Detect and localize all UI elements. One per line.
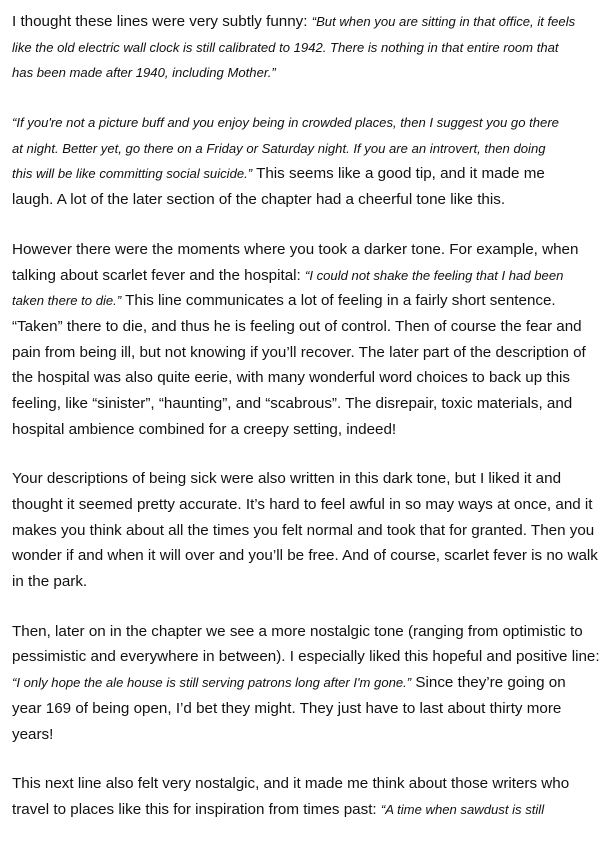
text-run: “Taken” there to die, and thus he is feeling out of control. Then of course the fear and: [12, 317, 582, 335]
text-line: [12, 263, 600, 289]
text-line: [12, 466, 600, 492]
text-line: [12, 619, 600, 645]
quote-run: “But when you are sitting in that office, it feels: [311, 14, 576, 29]
quote-run: this will be like committing social suicide.”: [12, 166, 253, 182]
paragraph-being-sick: [12, 466, 600, 594]
text-run: wonder if and when it will over and you’ll be free. And of course, scarlet fever is no walk: [12, 547, 598, 565]
text-line: [12, 569, 600, 595]
quote-run: taken there to die.”: [12, 293, 122, 309]
text-line: [12, 696, 600, 722]
paragraph-next-line: [12, 771, 600, 822]
text-run: the hospital was also quite eerie, with many wonderful word choices to back up this: [12, 369, 571, 387]
text-run: However there were the moments where you took a darker tone. For example, when: [12, 240, 579, 258]
text-run: This line communicates a lot of feeling in a fairly short sentence.: [121, 292, 556, 310]
text-run: thought it seemed pretty accurate. It’s hard to feel awful in so may ways at once, and it: [12, 496, 593, 513]
text-run: year 169 of being open, I’d bet they might. They just have to last about thirty more: [12, 699, 562, 717]
paragraph-nostalgic-tone: [12, 619, 600, 747]
article-body: [12, 0, 600, 847]
text-run: feeling, like “sinister”, “haunting”, and “scabrous”. The disrepair, toxic materials, and: [12, 394, 573, 412]
paragraph-darker-tone: [12, 237, 600, 443]
text-line: [12, 237, 600, 263]
text-run: Your descriptions of being sick were also written in this dark tone, but I liked it and: [12, 470, 562, 488]
text-line: [12, 644, 600, 670]
text-run: This seems like a good tip, and it made me: [252, 165, 545, 183]
text-line: [12, 60, 600, 86]
text-run: in the park.: [12, 573, 88, 591]
quote-run: “I only hope the ale house is still serving patrons long after I'm gone.”: [12, 675, 412, 691]
text-line: [12, 365, 600, 391]
text-line: [12, 340, 600, 366]
text-line: [12, 288, 600, 314]
text-line: [12, 543, 600, 569]
text-line: [12, 797, 600, 823]
text-line: [12, 187, 600, 213]
text-run: I thought these lines were very subtly funny:: [12, 13, 312, 30]
text-line: [12, 417, 600, 443]
text-run: hospital ambience combined for a creepy setting, indeed!: [12, 420, 397, 438]
text-run: travel to places like this for inspiration from times past:: [12, 800, 381, 818]
quote-run: has been made after 1940, including Mother.”: [12, 65, 276, 81]
text-line: [12, 110, 600, 136]
text-run: Since they’re going on: [411, 674, 566, 692]
text-run: makes you think about all the times you felt normal and took that for granted. Then you: [12, 521, 595, 539]
text-line: [12, 136, 600, 162]
quote-run: like the old electric wall clock is still calibrated to 1942. There is nothing in that entire room that: [12, 39, 559, 55]
paragraph-funny-lines: [12, 9, 600, 86]
text-run: laugh. A lot of the later section of the chapter had a cheerful tone like this.: [12, 191, 506, 209]
text-line: [12, 518, 600, 544]
text-line: [12, 35, 600, 61]
quote-run: “If you're not a picture buff and you enjoy being in crowded places, then I suggest you go there: [12, 115, 559, 131]
text-line: [12, 9, 600, 35]
text-line: [12, 492, 600, 518]
text-line: [12, 314, 600, 340]
text-run: pessimistic and everywhere in between). I especially liked this hopeful and positive line:: [12, 648, 600, 666]
quote-run: “I could not shake the feeling that I had been: [304, 267, 564, 283]
paragraph-picture-buff: [12, 110, 600, 213]
text-line: [12, 722, 600, 748]
text-run: This next line also felt very nostalgic, and it made me think about those writers who: [12, 775, 570, 793]
quote-run: “A time when sawdust is still: [380, 801, 545, 817]
text-run: talking about scarlet fever and the hospital:: [12, 266, 305, 284]
text-run: pain from being ill, but not knowing if you’ll recover. The later part of the description of: [12, 343, 586, 361]
text-line: [12, 771, 600, 797]
text-line: [12, 670, 600, 696]
text-run: years!: [12, 725, 54, 743]
text-run: Then, later on in the chapter we see a more nostalgic tone (ranging from optimistic to: [12, 622, 583, 640]
text-line: [12, 391, 600, 417]
quote-run: at night. Better yet, go there on a Friday or Saturday night. If you are an introvert, then doing: [12, 140, 546, 156]
text-line: [12, 161, 600, 187]
